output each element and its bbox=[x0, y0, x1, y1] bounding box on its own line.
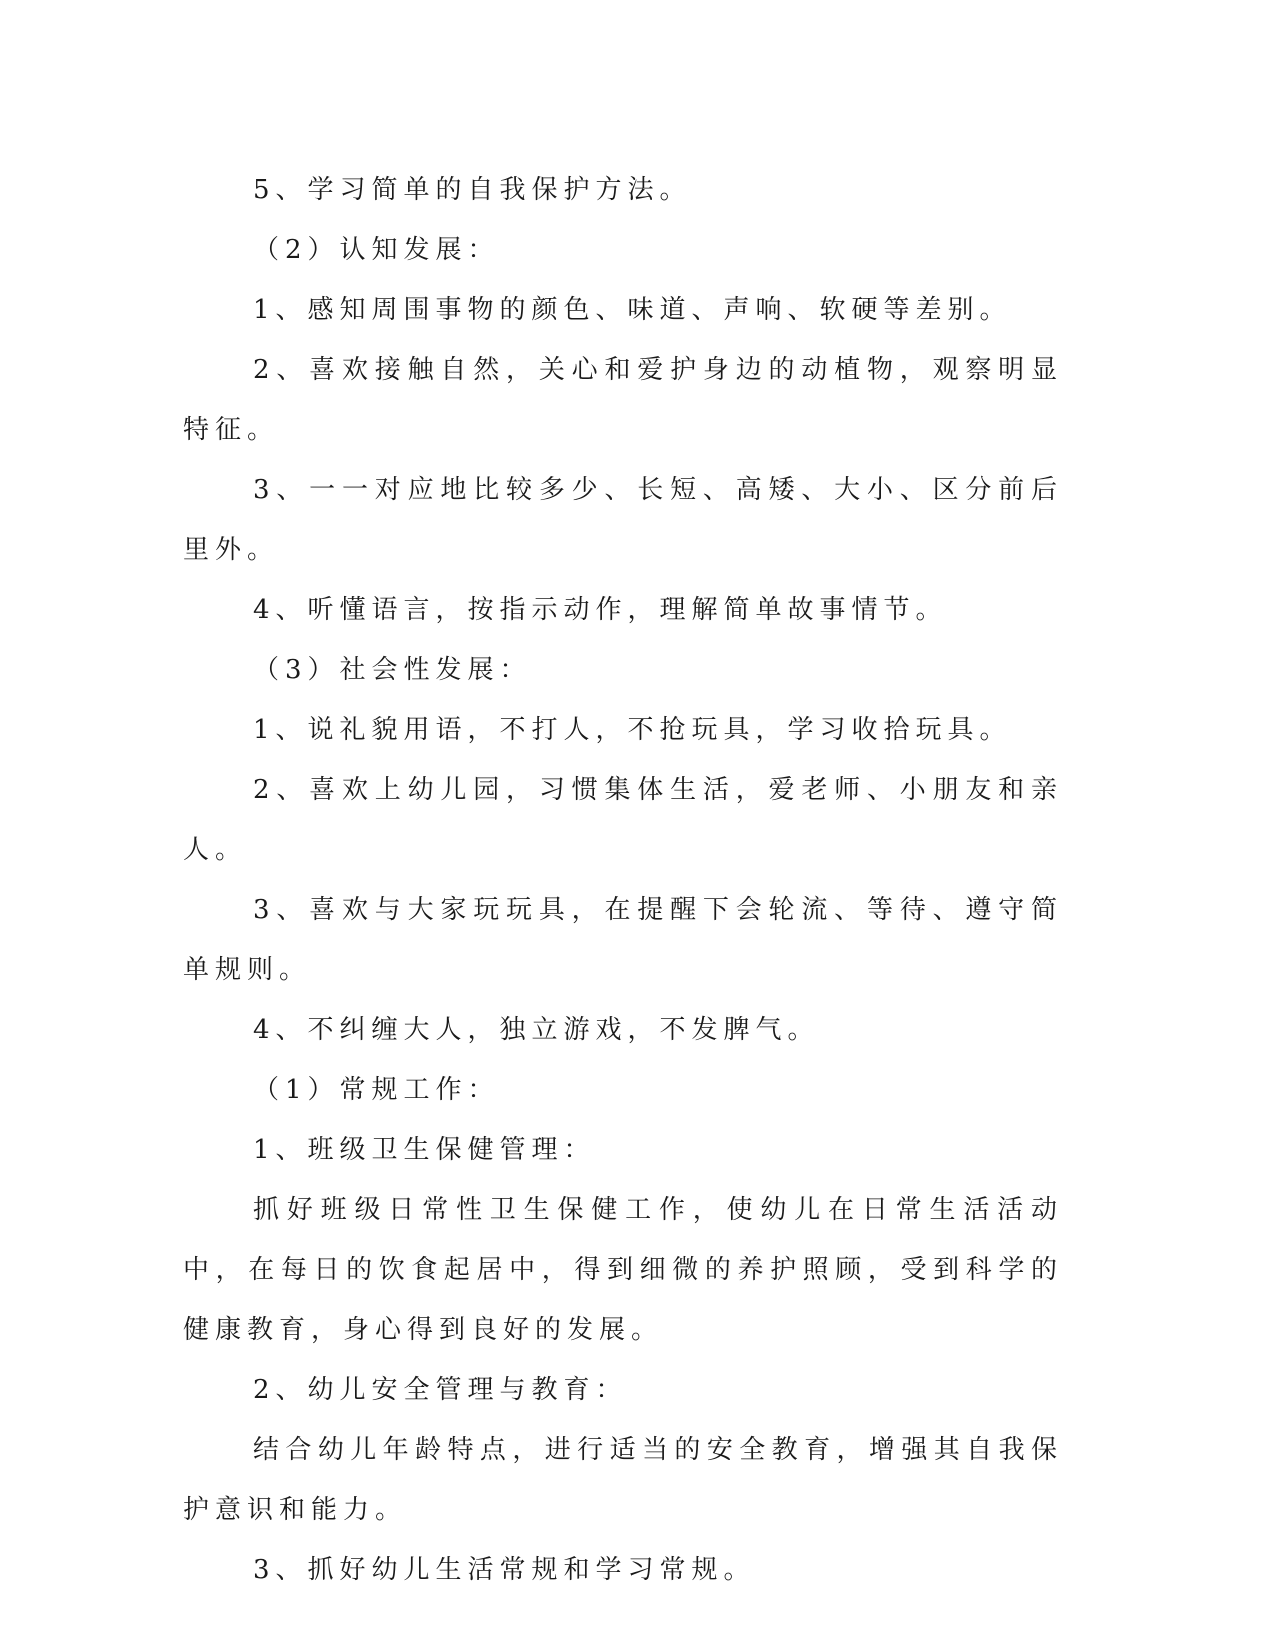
paragraph-safety-education: 结合幼儿年龄特点，进行适当的安全教育，增强其自我保护意识和能力。 bbox=[183, 1435, 1063, 1525]
paragraph-comparison: 3、一一对应地比较多少、长短、高矮、大小、区分前后里外。 bbox=[183, 475, 1063, 565]
paragraph-self-protection: 5、学习简单的自我保护方法。 bbox=[253, 175, 692, 205]
paragraph-sharing: 3、喜欢与大家玩玩具，在提醒下会轮流、等待、遵守简单规则。 bbox=[183, 895, 1063, 985]
paragraph-perception: 1、感知周围事物的颜色、味道、声响、软硬等差别。 bbox=[253, 295, 1012, 325]
heading-health-management: 1、班级卫生保健管理： bbox=[253, 1135, 596, 1165]
paragraph-health-care: 抓好班级日常性卫生保健工作，使幼儿在日常生活活动中，在每日的饮食起居中，得到细微的养护照顾，受到科学的健康教育，身心得到良好的发展。 bbox=[183, 1195, 1063, 1345]
heading-social-development: （3）社会性发展： bbox=[253, 655, 532, 685]
heading-cognitive-development: （2）认知发展： bbox=[253, 235, 500, 265]
paragraph-routines: 3、抓好幼儿生活常规和学习常规。 bbox=[253, 1555, 756, 1585]
paragraph-manners: 1、说礼貌用语，不打人，不抢玩具，学习收拾玩具。 bbox=[253, 715, 1012, 745]
paragraph-nature: 2、喜欢接触自然，关心和爱护身边的动植物，观察明显特征。 bbox=[183, 355, 1063, 445]
paragraph-language: 4、听懂语言，按指示动作，理解简单故事情节。 bbox=[253, 595, 948, 625]
document-body bbox=[183, 160, 1063, 1600]
heading-safety-management: 2、幼儿安全管理与教育： bbox=[253, 1375, 628, 1405]
heading-routine-work: （1）常规工作： bbox=[253, 1075, 500, 1105]
paragraph-independence: 4、不纠缠大人，独立游戏，不发脾气。 bbox=[253, 1015, 820, 1045]
paragraph-kindergarten: 2、喜欢上幼儿园，习惯集体生活，爱老师、小朋友和亲人。 bbox=[183, 775, 1063, 865]
